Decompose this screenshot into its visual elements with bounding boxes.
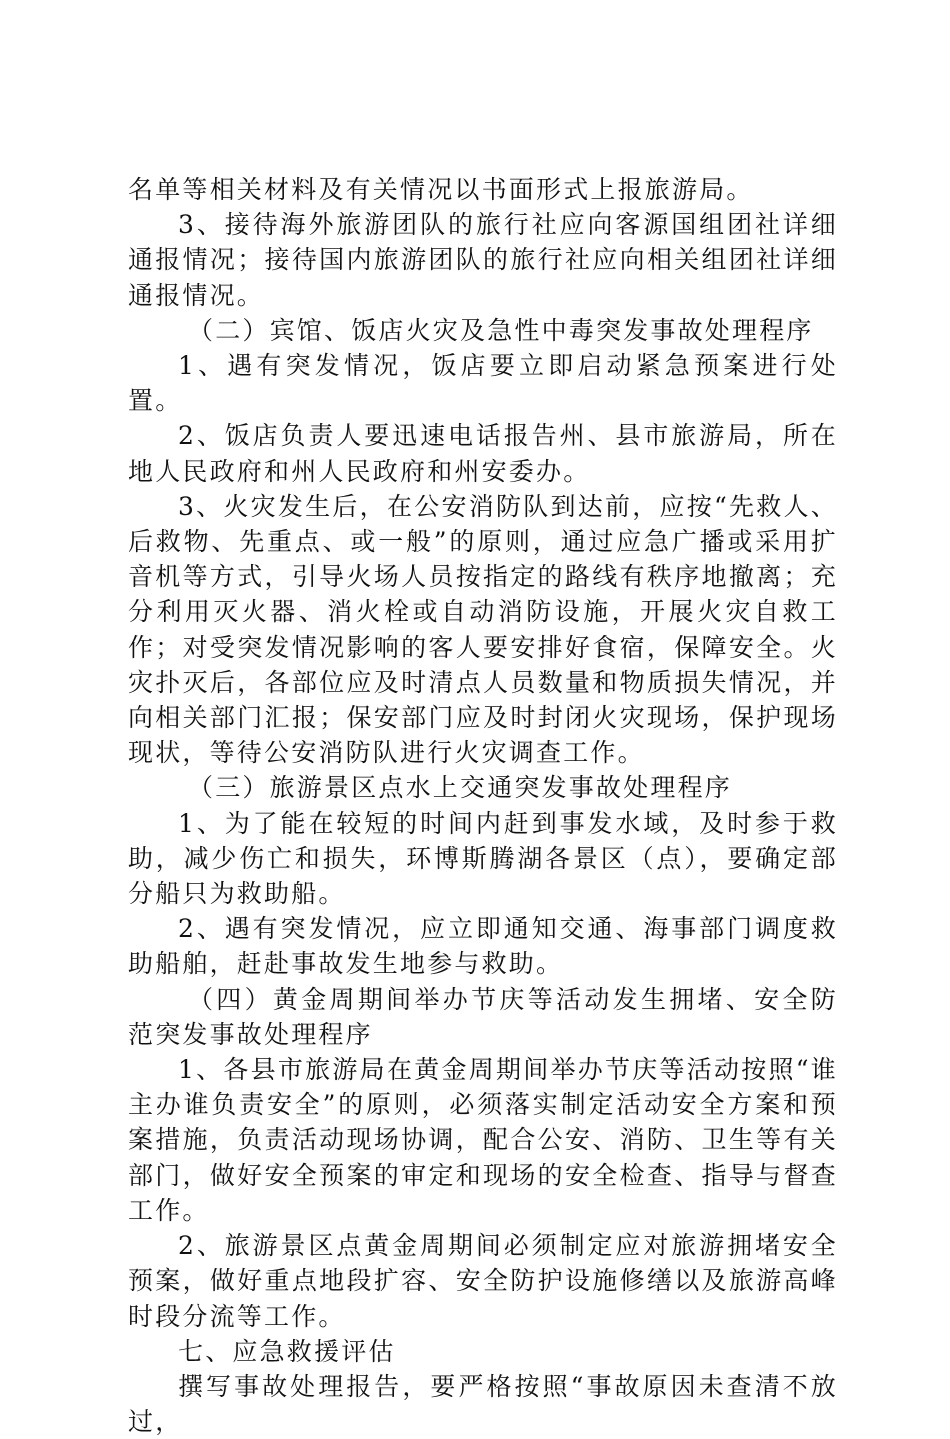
paragraph-item-2-hotel: 2、饭店负责人要迅速电话报告州、县市旅游局，所在地人民政府和州人民政府和州安委办。 <box>128 421 838 486</box>
paragraph-item-1-golden-week: 1、各县市旅游局在黄金周期间举办节庆等活动按照“谁主办谁负责安全”的原则，必须落实制定活动安全方案和预案措施，负责活动现场协调，配合公安、消防、卫生等有关部门，做好安全预案的审定和现场的安全检查、指导与督查工作。 <box>128 1055 838 1225</box>
document-body <box>128 172 838 1439</box>
section-heading-7: 七、应急救援评估 <box>178 1336 396 1366</box>
section-heading-4: （四）黄金周期间举办节庆等活动发生拥堵、安全防范突发事故处理程序 <box>128 984 838 1049</box>
paragraph-continuation: 名单等相关材料及有关情况以书面形式上报旅游局。 <box>128 175 754 204</box>
paragraph-item-2-golden-week: 2、旅游景区点黄金周期间必须制定应对旅游拥堵安全预案，做好重点地段扩容、安全防护设施修缮以及旅游高峰时段分流等工作。 <box>128 1231 838 1331</box>
paragraph-item-3-fire: 3、火灾发生后，在公安消防队到达前，应按“先救人、后救物、先重点、或一般”的原则，通过应急广播或采用扩音机等方式，引导火场人员按指定的路线有秩序地撤离；充分利用灭火器、消火栓或自动消防设施，开展火灾自救工作；对受突发情况影响的客人要安排好食宿，保障安全。火灾扑灭后，各部位应及时清点人员数量和物质损失情况，并向相关部门汇报；保安部门应及时封闭火灾现场，保护现场现状，等待公安消防队进行火灾调查工作。 <box>128 491 838 768</box>
section-heading-3: （三）旅游景区点水上交通突发事故处理程序 <box>188 773 733 803</box>
paragraph-item-1-hotel: 1、遇有突发情况，饭店要立即启动紧急预案进行处置。 <box>128 351 838 416</box>
paragraph-report: 撰写事故处理报告，要严格按照“事故原因未查清不放过， <box>128 1371 838 1437</box>
paragraph-item-3-overseas-groups: 3、接待海外旅游团队的旅行社应向客源国组团社详细通报情况；接待国内旅游团队的旅行社应向相关组团社详细通报情况。 <box>128 210 838 310</box>
paragraph-item-2-water: 2、遇有突发情况，应立即通知交通、海事部门调度救助船舶，赶赴事故发生地参与救助。 <box>128 914 838 979</box>
section-heading-2: （二）宾馆、饭店火灾及急性中毒突发事故处理程序 <box>188 315 814 345</box>
paragraph-item-1-water: 1、为了能在较短的时间内赶到事发水域，及时参于救助，减少伤亡和损失，环博斯腾湖各景区（点），要确定部分船只为救助船。 <box>128 808 838 909</box>
